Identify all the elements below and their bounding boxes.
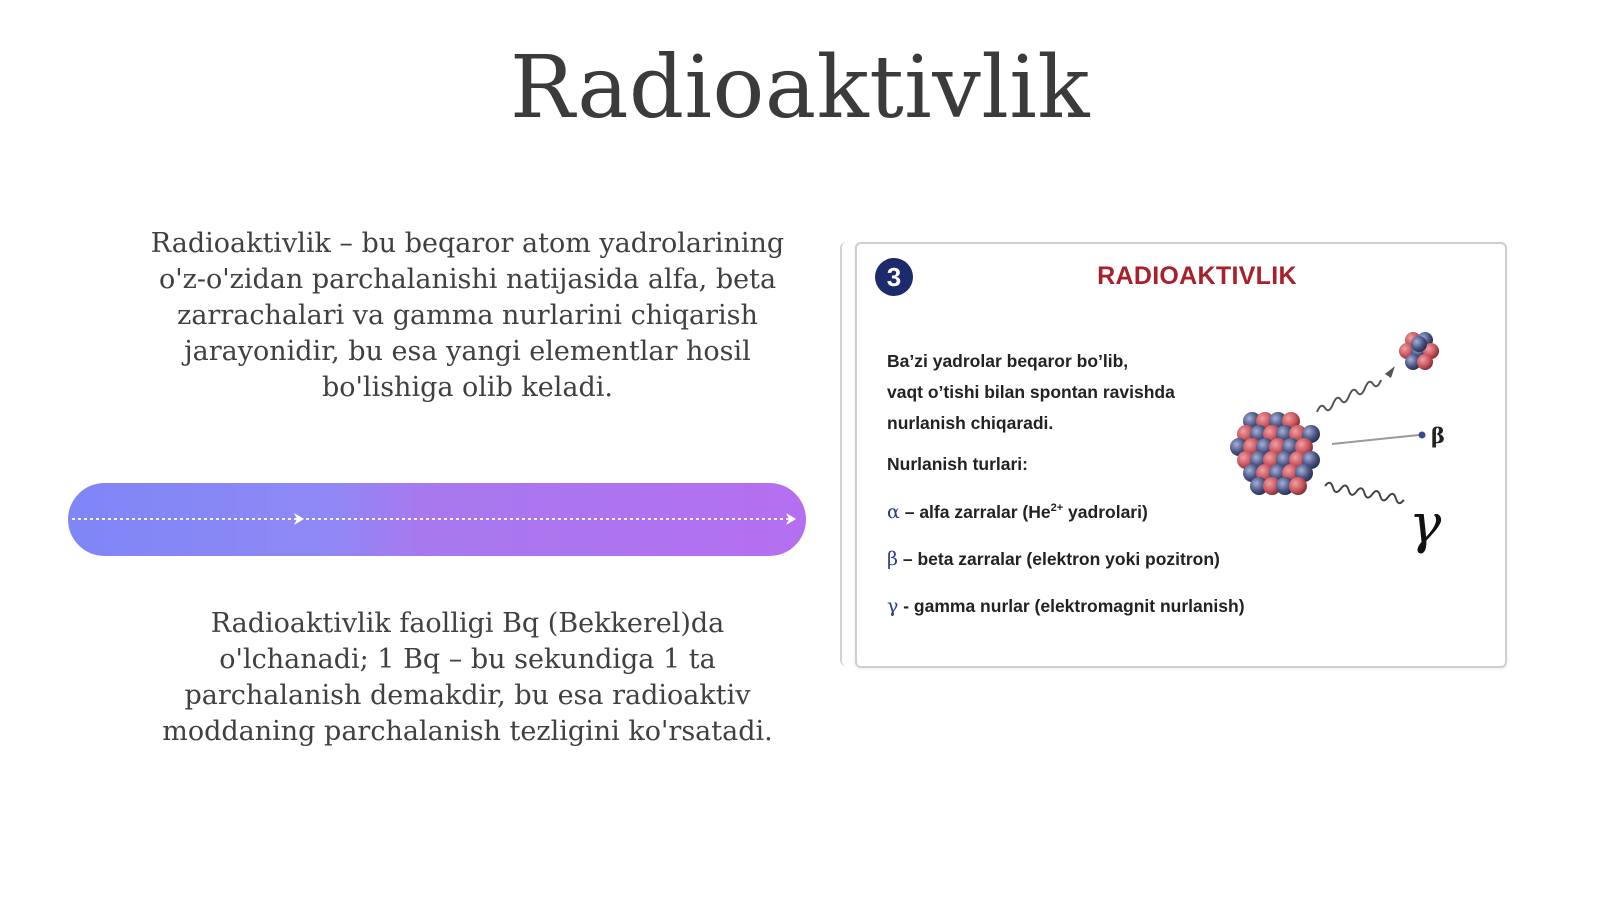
card-title: RADIOAKTIVLIK bbox=[1097, 262, 1297, 290]
type-beta bbox=[887, 548, 1220, 570]
step-badge: 3 bbox=[875, 258, 913, 296]
intro-line: nurlanish chiqaradi. bbox=[887, 413, 1054, 433]
proton-ball bbox=[1289, 477, 1307, 495]
alpha-particle-icon bbox=[1399, 332, 1439, 370]
card-intro bbox=[887, 346, 1227, 439]
nucleus-icon bbox=[1230, 412, 1320, 495]
card-edge bbox=[840, 242, 848, 666]
type-alpha bbox=[887, 501, 1148, 523]
alpha-text-end: yadrolari) bbox=[1063, 502, 1148, 522]
beta-text: – beta zarralar (elektron yoki pozitron) bbox=[902, 549, 1220, 569]
beta-particle-icon bbox=[1419, 432, 1426, 439]
gamma-label: γ bbox=[1409, 492, 1442, 555]
beta-path bbox=[1332, 435, 1419, 444]
alpha-charge: 2+ bbox=[1050, 502, 1064, 515]
type-gamma bbox=[887, 595, 1245, 617]
alpha-symbol: α bbox=[887, 501, 900, 523]
beta-symbol: β bbox=[887, 548, 898, 570]
wavy-arrow-icon bbox=[1324, 482, 1404, 504]
alpha-text: – alfa zarralar (He bbox=[904, 502, 1051, 522]
wavy-arrow-icon bbox=[1317, 380, 1381, 412]
timeline-arrows bbox=[68, 483, 806, 556]
intro-line: vaqt o’tishi bilan spontan ravishda bbox=[887, 382, 1175, 402]
gamma-text: - gamma nurlar (elektromagnit nurlanish) bbox=[903, 596, 1245, 616]
unit-paragraph: Radioaktivlik faolligi Bq (Bekkerel)da o'lchanadi; 1 Bq – bu sekundiga 1 ta parchalanish demakdir, bu esa radioaktiv moddaning parchalanish tezligini ko'rsatadi. bbox=[162, 608, 773, 747]
decay-illustration bbox=[1217, 314, 1457, 564]
gamma-symbol: γ bbox=[887, 595, 899, 617]
arrow-head-icon bbox=[1385, 366, 1395, 378]
beta-label: β bbox=[1431, 423, 1445, 448]
slide-title: Radioaktivlik bbox=[510, 38, 1090, 138]
timeline-bar bbox=[68, 483, 806, 556]
neutron-ball bbox=[1411, 336, 1427, 352]
definition-paragraph: Radioaktivlik – bu beqaror atom yadrolarining o'z-o'zidan parchalanishi natijasida alfa, beta zarrachalari va gamma nurlarini chiqarish jarayonidir, bu esa yangi elementlar hosil bo'lishiga olib keladi. bbox=[150, 228, 785, 403]
radioactivity-card bbox=[855, 242, 1507, 668]
types-heading: Nurlanish turlari: bbox=[887, 454, 1028, 474]
proton-ball bbox=[1417, 354, 1433, 370]
intro-line: Ba’zi yadrolar beqaror bo’lib, bbox=[887, 351, 1129, 371]
